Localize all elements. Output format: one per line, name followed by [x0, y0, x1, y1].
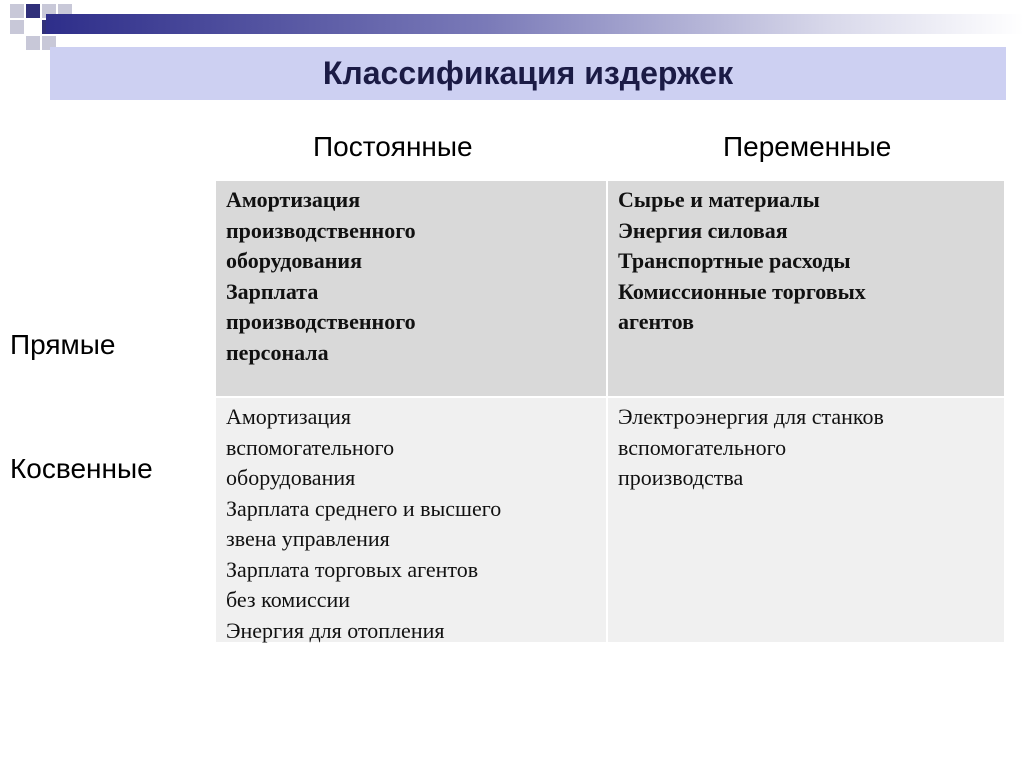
cell-line: оборудования: [226, 465, 356, 490]
cell-line: Энергия силовая: [618, 217, 788, 243]
cell-line: Сырье и материалы: [618, 187, 820, 212]
cell-line: Комиссионные торговых: [618, 278, 866, 304]
row-header-direct: Прямые: [10, 329, 116, 360]
cell-line: Зарплата: [226, 278, 319, 304]
row-header-indirect: Косвенные: [10, 453, 153, 484]
cell-line: звена управления: [226, 526, 390, 551]
cell-indirect-variable: [608, 398, 1004, 642]
slide-title: Классификация издержек: [322, 55, 734, 91]
column-header-fixed: Постоянные: [313, 131, 473, 162]
decor-square-icon: [10, 20, 24, 34]
cell-line: производственного: [226, 217, 416, 243]
decor-square-icon: [26, 20, 40, 34]
cell-line: Зарплата среднего и высшего: [226, 495, 502, 521]
cell-line: Зарплата торговых агентов: [226, 556, 479, 582]
column-header-variable: Переменные: [723, 131, 892, 162]
cell-direct-fixed: [216, 181, 606, 396]
decor-square-icon: [26, 4, 40, 18]
cell-line: Амортизация: [226, 187, 361, 212]
cell-line: агентов: [618, 309, 694, 334]
cell-line: Амортизация: [226, 404, 352, 429]
cell-line: персонала: [226, 339, 329, 365]
cell-line: оборудования: [226, 248, 362, 273]
cell-line: Электроэнергия для станков: [618, 404, 884, 429]
cell-line: производственного: [226, 309, 416, 334]
cell-line: Энергия для отопления: [226, 617, 445, 643]
cell-line: без комиссии: [226, 587, 351, 612]
cell-indirect-fixed: [216, 398, 606, 642]
cell-line: производства: [618, 465, 744, 490]
decor-square-icon: [26, 36, 40, 50]
decor-square-icon: [10, 4, 24, 18]
cell-line: Транспортные расходы: [618, 248, 851, 273]
cell-line: вспомогательного: [226, 434, 395, 460]
header-gradient-bar: [46, 14, 1024, 34]
cell-line: вспомогательного: [618, 434, 787, 460]
cell-direct-variable: [608, 181, 1004, 396]
